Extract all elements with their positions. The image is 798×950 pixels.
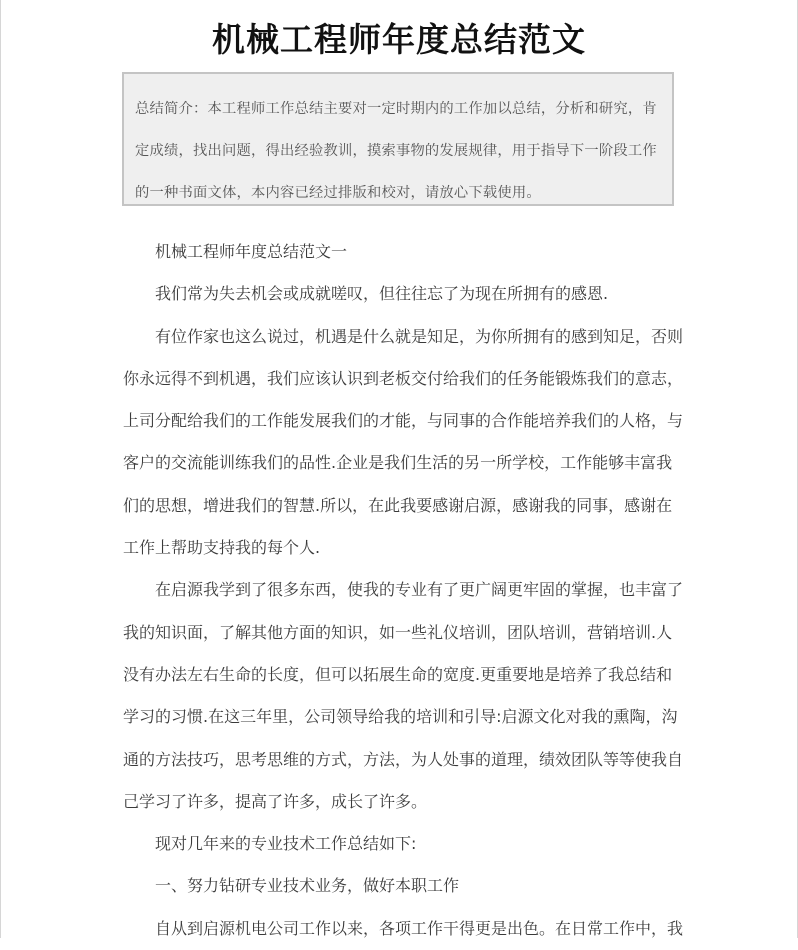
paragraph-line: 客户的交流能训练我们的品性.企业是我们生活的另一所学校，工作能够丰富我 — [123, 453, 673, 473]
paragraph-line: 通的方法技巧，思考思维的方式，方法，为人处事的道理，绩效团队等等使我自 — [123, 749, 684, 769]
paragraph-line: 没有办法左右生命的长度，但可以拓展生命的宽度.更重要地是培养了我总结和 — [123, 664, 673, 684]
paragraph-line: 有位作家也这么说过，机遇是什么就是知足，为你所拥有的感到知足，否则 — [155, 326, 684, 346]
paragraph-line: 己学习了许多，提高了许多，成长了许多。 — [123, 791, 428, 811]
summary-line: 定成绩，找出问题，得出经验教训，摸索事物的发展规律，用于指导下一阶段工作 — [135, 143, 657, 159]
paragraph-line: 我们常为失去机会或成就嗟叹，但往往忘了为现在所拥有的感恩. — [155, 284, 609, 304]
summary-line — [135, 88, 664, 130]
summary-line: 的一种书面文体，本内容已经过排版和校对，请放心下载使用。 — [135, 185, 541, 201]
paragraph-line: 上司分配给我们的工作能发展我们的才能，与同事的合作能培养我们的人格，与 — [123, 411, 684, 431]
paragraph-line: 自从到启源机电公司工作以来，各项工作干得更是出色。在日常工作中，我 — [155, 918, 684, 938]
summary-label: 总结简介： — [135, 101, 208, 117]
document-body — [123, 231, 684, 950]
section-subheading: 一、努力钻研专业技术业务，做好本职工作 — [155, 876, 460, 896]
paragraph-line: 在启源我学到了很多东西，使我的专业有了更广阔更牢固的掌握，也丰富了 — [155, 580, 684, 600]
paragraph-line: 学习的习惯.在这三年里，公司领导给我的培训和引导:启源文化对我的熏陶，沟 — [123, 707, 678, 727]
paragraph-line: 工作上帮助支持我的每个人. — [123, 538, 321, 558]
summary-box — [122, 72, 674, 206]
paragraph-line: 你永远得不到机遇，我们应该认识到老板交付给我们的任务能锻炼我们的意志， — [123, 368, 684, 388]
document-title: 机械工程师年度总结范文 — [212, 20, 586, 59]
summary-text: 本工程师工作总结主要对一定时期内的工作加以总结，分析和研究，肯 — [207, 101, 657, 117]
paragraph-line: 我的知识面，了解其他方面的知识，如一些礼仪培训，团队培训，营销培训.人 — [123, 622, 673, 642]
paragraph-line: 现对几年来的专业技术工作总结如下: — [155, 834, 417, 854]
section-heading: 机械工程师年度总结范文一 — [155, 242, 348, 261]
paragraph-line: 们的思想，增进我们的智慧.所以，在此我要感谢启源，感谢我的同事，感谢在 — [123, 495, 673, 515]
